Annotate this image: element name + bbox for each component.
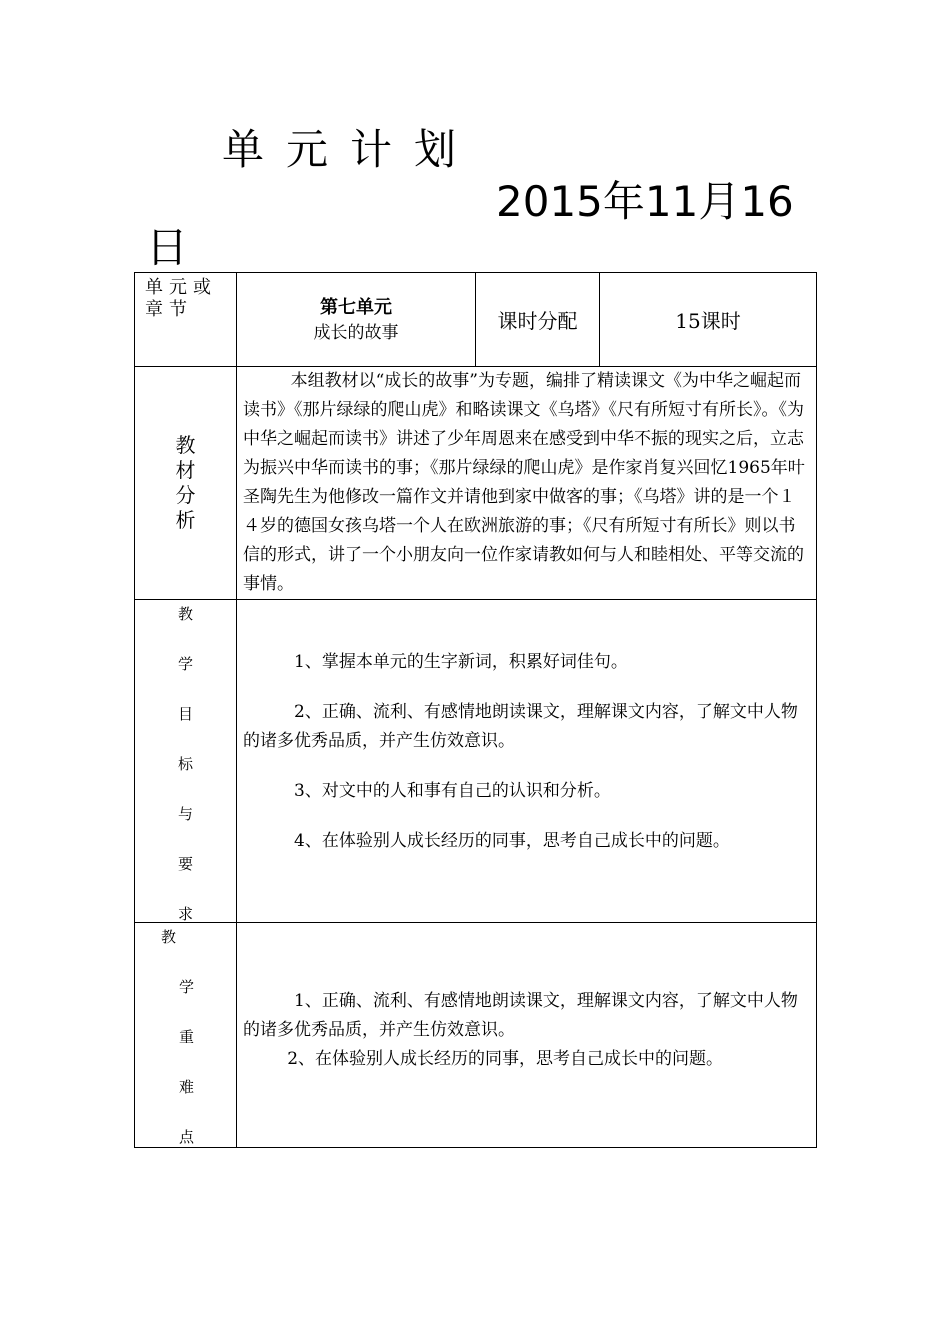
goals-label-char: 与 [177, 805, 193, 823]
unit-row [135, 273, 817, 367]
unit-label: 单元或章节 [145, 277, 217, 320]
analysis-label-char: 分 [175, 483, 196, 507]
goal-item: 4、在体验别人成长经历的同事，思考自己成长中的问题。 [294, 831, 730, 851]
analysis-label-cell [135, 367, 237, 600]
key-item: 1、正确、流利、有感情地朗读课文，理解课文内容，了解文中人物的诸多优秀品质，并产生仿效意识。 [243, 991, 798, 1040]
goals-label-char: 要 [177, 855, 193, 873]
goals-label-char: 标 [177, 755, 193, 773]
goals-label-char: 目 [177, 705, 193, 723]
unit-cell [237, 273, 476, 367]
page-title: 单元计划 [222, 125, 479, 174]
keys-label-char: 学 [179, 978, 195, 996]
unit-label-cell [135, 273, 237, 367]
keys-cell [237, 923, 817, 1148]
goals-cell [237, 600, 817, 923]
date-main: 2015年11月16 [496, 177, 794, 226]
unit-title: 第七单元 [320, 296, 392, 318]
analysis-cell [237, 367, 817, 600]
unit-plan-table [134, 272, 817, 1148]
goals-row [135, 600, 817, 923]
goals-label-char: 教 [177, 605, 193, 623]
unit-subtitle: 成长的故事 [313, 322, 399, 343]
goals-label-char: 求 [177, 905, 193, 923]
goals-label-char: 学 [177, 655, 193, 673]
key-item: 2、在体验别人成长经历的同事，思考自己成长中的问题。 [287, 1049, 724, 1069]
keys-label-char: 教 [161, 928, 177, 946]
analysis-row [135, 367, 817, 600]
keys-label-char: 难 [179, 1078, 195, 1096]
analysis-text: 本组教材以“成长的故事”为专题，编排了精读课文《为中华之崛起而读书》《那片绿绿的爬山虎》和略读课文《乌塔》《尺有所短寸有所长》。《为中华之崛起而读书》讲述了少年周恩来在感受到中华不振的现实之后，立志为振兴中华而读书的事；《那片绿绿的爬山虎》是作家肖复兴回忆1965年叶圣陶先生为他修改一篇作文并请他到家中做客的事；《乌塔》讲的是一个１４岁的德国女孩乌塔一个人在欧洲旅游的事；《尺有所短寸有所长》则以书信的形式，讲了一个小朋友向一位作家请教如何与人和睦相处、平等交流的事情。 [243, 371, 805, 594]
date-tail: 日 [146, 223, 189, 272]
time-value: 15课时 [600, 273, 817, 367]
analysis-label-char: 析 [175, 508, 196, 532]
goal-item: 2、正确、流利、有感情地朗读课文，理解课文内容，了解文中人物的诸多优秀品质，并产生仿效意识。 [243, 702, 798, 751]
keys-row [135, 923, 817, 1148]
analysis-label-char: 材 [175, 458, 196, 482]
keys-label-char: 点 [179, 1128, 195, 1146]
time-label: 课时分配 [476, 273, 600, 367]
goal-item: 3、对文中的人和事有自己的认识和分析。 [294, 781, 611, 801]
keys-label-char: 重 [179, 1028, 195, 1046]
analysis-label-char: 教 [175, 433, 196, 457]
goal-item: 1、掌握本单元的生字新词，积累好词佳句。 [294, 652, 628, 672]
keys-label-cell [135, 923, 237, 1148]
goals-label-cell [135, 600, 237, 923]
